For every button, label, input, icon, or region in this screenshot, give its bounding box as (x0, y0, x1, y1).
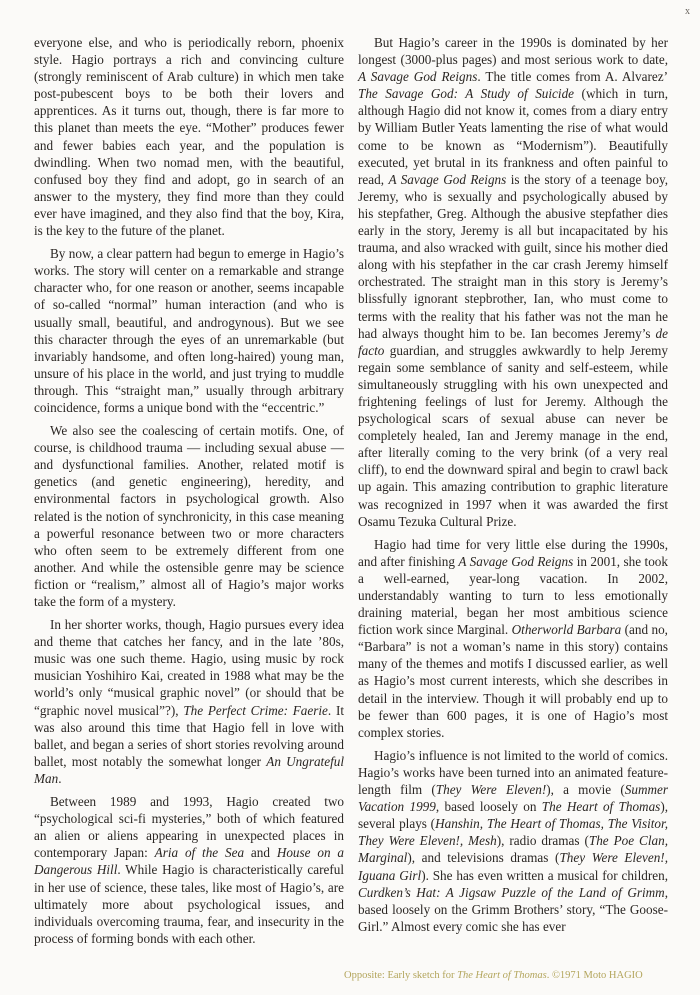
text-run: ), several plays ( (358, 799, 669, 832)
text-run: . It was also around this time that Hagio fell in love with ballet, and began a series of short stories revolving around ballet, most notably the somewhat longer (34, 702, 344, 769)
italic-title: A Savage God Reigns (458, 553, 574, 569)
text-run: ), and televisions dramas ( (407, 850, 560, 866)
italic-title: The Heart of Thomas (541, 799, 661, 815)
text-run: ). She has even written a musical for children, (421, 867, 668, 883)
paragraph (358, 34, 668, 530)
italic-title: A Savage God Reigns (358, 69, 478, 85)
figure-caption (344, 970, 684, 981)
text-run: in 2001, she took a well-earned, year-long vacation. In 2002, understandably wanting to turn to less emotionally draining material, began her most ambitious science fiction work since Marginal. (358, 553, 668, 638)
text-run: , based loosely on (435, 799, 542, 815)
italic-title: The Perfect Crime: Faerie (183, 702, 328, 718)
italic-title: Aria of the Sea (154, 845, 245, 861)
text-run: ), a movie ( (546, 782, 625, 798)
paragraph (34, 793, 344, 947)
italic-title: House on a Dangerous Hill (34, 845, 344, 878)
text-run: In her shorter works, though, Hagio pursues every idea and theme that catches her fancy, and in the late ’80s, music was one such theme. Hagio, using music by rock musician Yoshihiro Kai, created in 1988 what may be the world’s only “musical graphic novel” (or should that be “graphic novel musical”?), (34, 617, 344, 718)
italic-title: Hanshin, The Heart of Thomas, The Visitor, They Were Eleven!, Mesh (358, 816, 668, 849)
text-run: Hagio had time for very little else during the 1990s, and after finishing (358, 536, 668, 569)
italic-title: An Ungrateful Man (34, 753, 344, 786)
text-run: , based loosely on the Grimm Brothers’ story, “The Goose-Girl.” Almost every comic she has ever (358, 884, 668, 934)
italic-title: Summer Vacation 1999 (358, 782, 668, 815)
paragraph (358, 747, 668, 935)
italic-title: de facto (358, 325, 668, 358)
left-column (34, 34, 344, 953)
text-run: guardian, and struggles awkwardly to help Jeremy regain some semblance of sanity and self-esteem, while simultaneously struggling with his own unexpected and frightening feelings of lust for Jeremy. Although the psychological scars of sexual abuse can never be completely healed, Ian and Jeremy manage in the end, after literally coming to the very brink (of a very real cliff), to end the downward spiral and begin to crawl back up again. This amazing contribution to graphic literature was recognized in 1997 when it was awarded the first Osamu Tezuka Cultural Prize. (358, 342, 668, 529)
caption-lead: Opposite: Early sketch for (344, 970, 458, 981)
italic-title: Otherworld Barbara (511, 622, 622, 638)
text-run: ), radio dramas ( (496, 833, 589, 849)
paragraph (34, 616, 344, 787)
italic-title: The Savage God: A Study of Suicide (358, 86, 575, 102)
page-marker: x (685, 6, 690, 17)
text-run: By now, a clear pattern had begun to emerge in Hagio’s works. The story will center on a remarkable and strange character who, for one reason or another, seems incapable of so-called “normal” human interaction (and who is usually small, beautiful, and androgynous). But we see this character through the eyes of an unremarkable (but invariably handsome, and often long-haired) young man, unsure of his place in the world, and just trying to muddle through. This “straight man,” usually through arbitrary coincidence, forms a unique bond with the “eccentric.” (34, 246, 344, 415)
caption-title: The Heart of Thomas (457, 970, 547, 981)
text-run: But Hagio’s career in the 1990s is dominated by her longest (3000-plus pages) and most serious work to date, (358, 35, 668, 68)
text-run: . The title comes from A. Alvarez’ (477, 69, 668, 85)
text-run: . (58, 770, 62, 786)
italic-title: They Were Eleven!, Iguana Girl (358, 850, 668, 883)
paragraph (358, 536, 668, 741)
italic-title: The Poe Clan, Marginal (358, 833, 669, 866)
text-run: We also see the coalescing of certain motifs. One, of course, is childhood trauma — including sexual abuse — and dysfunctional families. Another, related motif is genetics (and genetic engineering), heredity, and environmental factors in psychological growth. Also related is the notion of synchronicity, in this case meaning a powerful resonance between two or more characters who often seem to be extremely different from one another. And while the ostensible genre may be science fiction or “realism,” almost all of Hagio’s major works take the form of a mystery. (34, 423, 344, 609)
text-run: and (244, 845, 277, 861)
paragraph (34, 245, 344, 416)
text-run: (which in turn, although Hagio did not know it, comes from a diary entry by William Butler Yeats lamenting the rise of what would come to be known as “Modernism”). Beautifully executed, yet brutal in its frankness and often painful to read, (358, 86, 669, 187)
text-run: everyone else, and who is periodically reborn, phoenix style. Hagio portrays a rich and convincing culture (strongly reminiscent of Arab culture) in which men take post-pubescent boys to be both their lovers and apprentices. As it turns out, though, there is far more to this planet than meets the eye. “Mother” produces fewer and fewer babies each year, and the population is dwindling. When two nomad men, with the beautiful, confused boy they find and adopt, go in search of an answer to the mystery, they find more than they could ever have imagined, and they also find that the boy, Kira, is the key to the future of the planet. (34, 35, 344, 239)
paragraph (34, 34, 344, 239)
text-run: is the story of a teenage boy, Jeremy, who is sexually and psychologically abused by his stepfather, Greg. Although the abusive stepfather dies early in the story, Jeremy is all but incapacitated by his trauma, and also wracked with guilt, since his mother died along with his stepfather in the car crash Jeremy himself orchestrated. The straight man in this story is Jeremy’s blissfully ignorant stepbrother, Ian, who must come to terms with the reality that his father was not the man he had always thought him to be. Ian becomes Jeremy’s (358, 171, 668, 341)
italic-title: They Were Eleven! (435, 782, 547, 798)
right-column (358, 34, 668, 941)
text-run: Between 1989 and 1993, Hagio created two “psychological sci-fi mysteries,” both of which featured an alien or aliens appearing in unexpected places in contemporary Japan: (34, 794, 344, 861)
italic-title: Curdken’s Hat: A Jigsaw Puzzle of the Land of Grimm (358, 884, 665, 900)
text-run: Hagio’s influence is not limited to the world of comics. Hagio’s works have been turned into an animated feature-length film ( (358, 747, 668, 798)
paragraph (34, 422, 344, 610)
italic-title: A Savage God Reigns (388, 171, 507, 187)
caption-credit: . ©1971 Moto HAGIO (546, 970, 643, 981)
text-run: (and no, “Barbara” is not a woman’s name in this story) contains many of the themes and motifs I discussed earlier, as well as Hagio’s most current interests, which she describes in detail in the interview. Though it will probably end up to be fewer than 600 pages, it is one of Hagio’s most complex stories. (358, 622, 668, 740)
text-run: . While Hagio is characteristically careful in her use of science, these tales, like most of Hagio’s, are ultimately more about psychological issues, and individuals overcoming trauma, fear, and insecurity in the process of forming bonds with each other. (34, 862, 344, 946)
